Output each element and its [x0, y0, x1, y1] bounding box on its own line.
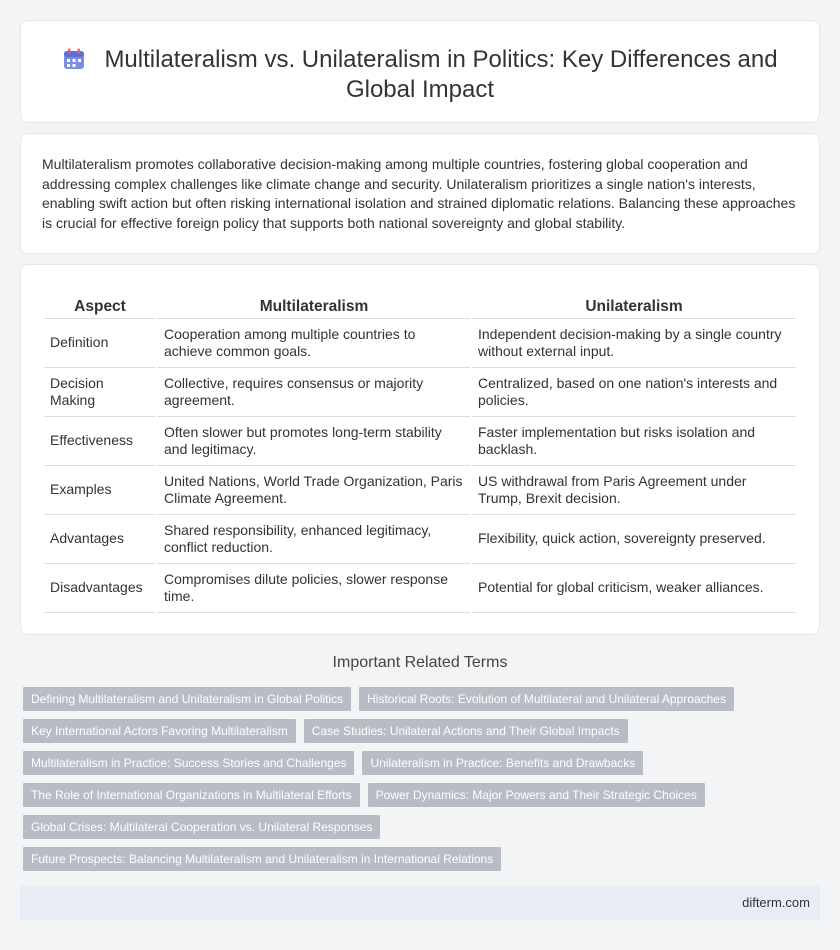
header-aspect: Aspect [44, 293, 156, 319]
related-terms-title: Important Related Terms [332, 654, 508, 671]
related-term-link[interactable]: The Role of International Organizations in Multilateral Efforts [23, 783, 360, 807]
cell-aspect: Definition [44, 319, 156, 368]
cell-multilateralism: Cooperation among multiple countries to achieve common goals. [158, 319, 470, 368]
cell-multilateralism: Compromises dilute policies, slower response time. [158, 564, 470, 613]
calendar-icon [62, 47, 86, 71]
intro-card [20, 133, 820, 254]
cell-aspect: Effectiveness [44, 417, 156, 466]
title-line-1: Multilateralism vs. Unilateralism in Politics: Key Differences and [104, 46, 778, 73]
related-term-link[interactable]: Unilateralism in Practice: Benefits and Drawbacks [362, 751, 643, 775]
title-line-2: Global Impact [345, 76, 495, 103]
cell-unilateralism: US withdrawal from Paris Agreement under Trump, Brexit decision. [472, 466, 796, 515]
cell-aspect: Advantages [44, 515, 156, 564]
related-terms-list [23, 687, 813, 879]
header-card [20, 20, 820, 123]
cell-unilateralism: Flexibility, quick action, sovereignty preserved. [472, 515, 796, 564]
related-term-link[interactable]: Global Crises: Multilateral Cooperation vs. Unilateral Responses [23, 815, 380, 839]
related-term-link[interactable]: Multilateralism in Practice: Success Stories and Challenges [23, 751, 354, 775]
cell-aspect: Decision Making [44, 368, 156, 417]
footer [20, 886, 820, 920]
footer-site-name: difterm.com [742, 895, 810, 910]
table-row [44, 368, 796, 417]
related-term-link[interactable]: Historical Roots: Evolution of Multilateral and Unilateral Approaches [359, 687, 734, 711]
cell-unilateralism: Potential for global criticism, weaker alliances. [472, 564, 796, 613]
table-row [44, 564, 796, 613]
cell-aspect: Examples [44, 466, 156, 515]
intro-paragraph: Multilateralism promotes collaborative decision-making among multiple countries, fostering global cooperation and addressing complex challenges like climate change and security. Unilateralism prioritizes a single nation's interests, enabling swift action but often risking international isolation and strained diplomatic relations. Balancing these approaches is crucial for effective foreign policy that supports both national sovereignty and global stability. [42, 156, 796, 231]
table-row [44, 319, 796, 368]
comparison-table [42, 293, 798, 613]
related-term-link[interactable]: Future Prospects: Balancing Multilateralism and Unilateralism in International Relations [23, 847, 501, 871]
header-multilateralism: Multilateralism [158, 293, 470, 319]
related-term-link[interactable]: Power Dynamics: Major Powers and Their Strategic Choices [368, 783, 705, 807]
table-header-row [44, 293, 796, 319]
cell-multilateralism: United Nations, World Trade Organization, Paris Climate Agreement. [158, 466, 470, 515]
cell-unilateralism: Faster implementation but risks isolation and backlash. [472, 417, 796, 466]
cell-multilateralism: Shared responsibility, enhanced legitimacy, conflict reduction. [158, 515, 470, 564]
cell-aspect: Disadvantages [44, 564, 156, 613]
table-row [44, 515, 796, 564]
header-unilateralism: Unilateralism [472, 293, 796, 319]
related-term-link[interactable]: Key International Actors Favoring Multilateralism [23, 719, 296, 743]
table-row [44, 417, 796, 466]
related-term-link[interactable]: Case Studies: Unilateral Actions and Their Global Impacts [304, 719, 628, 743]
cell-unilateralism: Centralized, based on one nation's interests and policies. [472, 368, 796, 417]
cell-multilateralism: Often slower but promotes long-term stability and legitimacy. [158, 417, 470, 466]
page-title [21, 45, 819, 105]
comparison-table-card [20, 264, 820, 635]
cell-multilateralism: Collective, requires consensus or majority agreement. [158, 368, 470, 417]
cell-unilateralism: Independent decision-making by a single country without external input. [472, 319, 796, 368]
related-term-link[interactable]: Defining Multilateralism and Unilateralism in Global Politics [23, 687, 351, 711]
table-row [44, 466, 796, 515]
